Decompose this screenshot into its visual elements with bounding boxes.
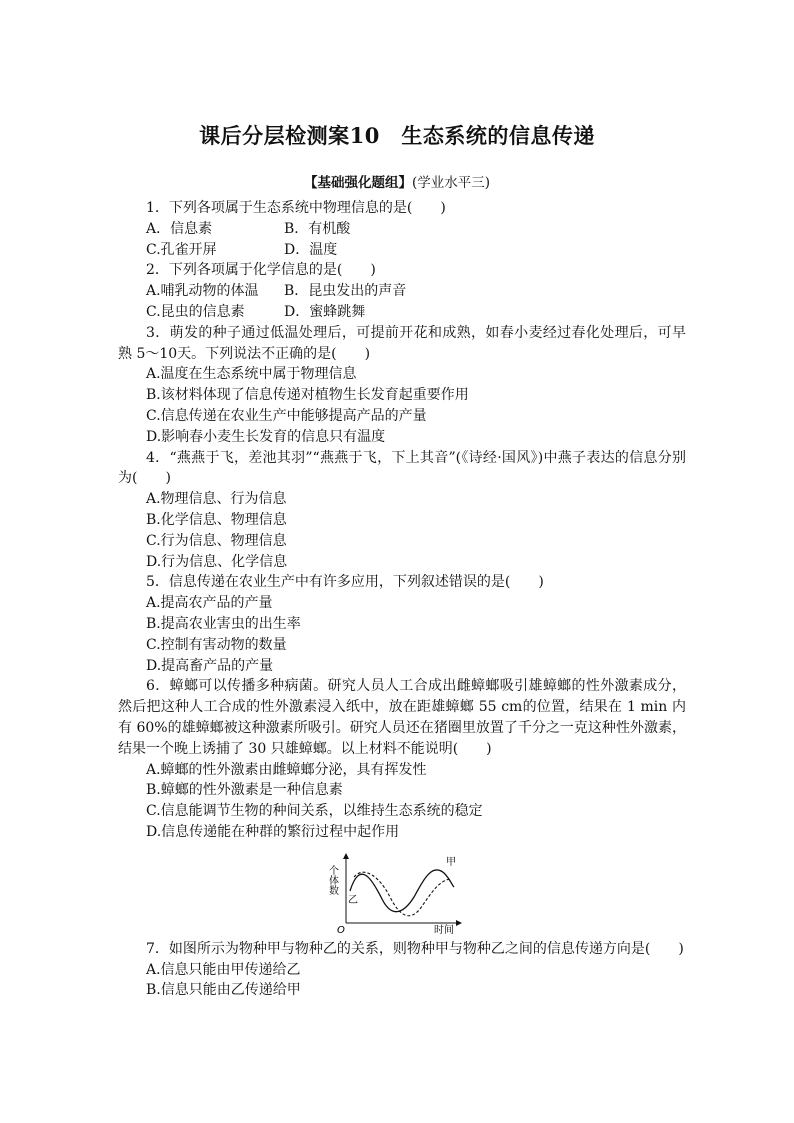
- curve-yi-label: 乙: [348, 894, 358, 906]
- question-3-option-d: D.影响春小麦生长发育的信息只有温度: [146, 428, 386, 445]
- question-2-option-d: D．蜜蜂跳舞: [284, 303, 366, 320]
- curve-jia: [350, 870, 454, 912]
- section-heading: [0, 171, 794, 191]
- question-2-option-b: B．昆虫发出的声音: [284, 283, 407, 300]
- question-6-option-c: C.信息能调节生物的种间关系，以维持生态系统的稳定: [146, 803, 483, 820]
- question-1-option-c: C.孔雀开屏: [146, 241, 217, 258]
- question-5-option-b: B.提高农业害虫的出生率: [146, 615, 301, 632]
- question-5-stem: 5．信息传递在农业生产中有许多应用，下列叙述错误的是( ): [146, 574, 544, 591]
- question-1-options-row-1: [118, 219, 686, 240]
- question-4-option-c: C.行为信息、物理信息: [146, 532, 287, 549]
- question-1-options-row-2: [118, 240, 686, 261]
- section-level: (学业水平三): [411, 175, 491, 191]
- curve-yi: [354, 872, 450, 916]
- question-6-option-d: D.信息传递能在种群的繁衍过程中起作用: [146, 823, 400, 840]
- x-axis-label: 时间: [434, 924, 454, 935]
- question-1-option-b: B．有机酸: [284, 220, 351, 237]
- question-3-option-c: C.信息传递在农业生产中能够提高产品的产量: [146, 407, 427, 424]
- section-heading-label: 【基础强化题组】: [303, 175, 412, 191]
- question-5-option-c: C.控制有害动物的数量: [146, 636, 287, 653]
- question-1-option-a: A．信息素: [146, 220, 213, 237]
- question-1-option-d: D．温度: [284, 241, 338, 258]
- question-5-option-d: D.提高畜产品的产量: [146, 657, 274, 674]
- curve-jia-label: 甲: [446, 856, 456, 868]
- question-4-option-b: B.化学信息、物理信息: [146, 511, 287, 528]
- question-2-option-a: A.哺乳动物的体温: [146, 283, 259, 300]
- question-4-option-d: D.行为信息、化学信息: [146, 553, 288, 570]
- population-graph: [320, 851, 470, 935]
- question-7-option-a: A.信息只能由甲传递给乙: [146, 961, 301, 978]
- question-6-option-b: B.蟑螂的性外激素是一种信息素: [146, 782, 343, 799]
- population-figure: [118, 851, 686, 935]
- page-title: 课后分层检测案10 生态系统的信息传递: [199, 123, 595, 148]
- question-7-stem: 7．如图所示为物种甲与物种乙的关系，则物种甲与物种乙之间的信息传递方向是( ): [146, 940, 684, 957]
- question-6-option-a: A.蟑螂的性外激素由雌蟑螂分泌，具有挥发性: [146, 761, 427, 778]
- question-7-option-b: B.信息只能由乙传递给甲: [146, 982, 301, 999]
- question-3-option-b: B.该材料体现了信息传递对植物生长发育起重要作用: [146, 387, 469, 404]
- origin-label: O: [337, 924, 345, 935]
- y-axis-arrow: [343, 853, 349, 859]
- question-2-option-c: C.昆虫的信息素: [146, 303, 245, 320]
- question-3-option-a: A.温度在生态系统中属于物理信息: [146, 366, 357, 383]
- x-axis-arrow: [456, 920, 462, 926]
- question-2-options-row-1: [118, 281, 686, 302]
- question-1-stem: 1．下列各项属于生态系统中物理信息的是( ): [146, 200, 446, 216]
- question-4-option-a: A.物理信息、行为信息: [146, 491, 287, 508]
- question-2-options-row-2: [118, 302, 686, 323]
- question-list: [118, 198, 686, 1001]
- question-3-stem: 3．萌发的种子通过低温处理后，可提前开花和成熟，如春小麦经过春化处理后，可早熟 5～10天。下列说法不正确的是( ): [118, 324, 686, 362]
- question-6-stem: 6．蟑螂可以传播多种病菌。研究人员人工合成出雌蟑螂吸引雄蟑螂的性外激素成分，然后把这种人工合成的性外激素浸入纸中，放在距雄蟑螂 55 cm的位置，结果在 1 min 内有 60%的雄蟑螂被这种激素所吸引。研究人员还在猪圈里放置了千分之一克这种性外激素，结果一个晚上诱捕了 30 只雄蟑螂。以上材料不能说明( ): [118, 678, 686, 757]
- question-4-stem: 4．“燕燕于飞，差池其羽”“燕燕于飞，下上其音”(《诗经·国风》)中燕子表达的信息分别为( ): [118, 449, 686, 487]
- y-axis-label: 个体数: [326, 864, 338, 895]
- question-5-option-a: A.提高农产品的产量: [146, 595, 273, 612]
- question-2-stem: 2．下列各项属于化学信息的是( ): [146, 262, 376, 279]
